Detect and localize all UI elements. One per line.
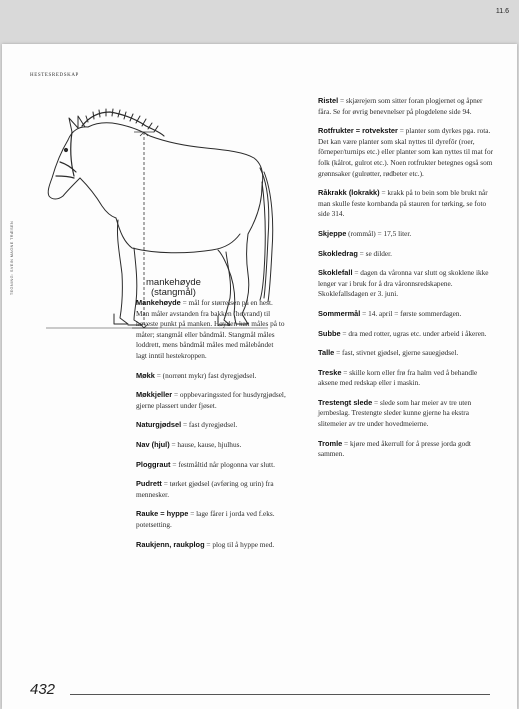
entry-term: Raukjenn, raukplog	[136, 539, 205, 549]
figure-label-height	[146, 278, 201, 298]
glossary-entry	[136, 479, 286, 500]
entry-term: Nav (hjul)	[136, 439, 170, 449]
glossary-entry	[136, 440, 286, 451]
right-column	[318, 96, 494, 469]
entry-term: Råkrakk (lokrakk)	[318, 188, 380, 198]
glossary-entry	[318, 96, 494, 117]
glossary-entry	[136, 390, 286, 411]
entry-text: = tørket gjødsel (avføring og urin) fra mennesker.	[136, 479, 274, 499]
book-page	[2, 44, 517, 709]
glossary-entry	[318, 398, 494, 430]
entry-term: Skoklefall	[318, 268, 353, 278]
entry-text: = hause, kause, hjulhus.	[169, 439, 242, 449]
entry-term: Treske	[318, 367, 342, 377]
entry-term: Subbe	[318, 328, 341, 338]
entry-text: = skille korn eller frø fra halm ved å behandle aksene med redskap eller i maskin.	[318, 367, 478, 388]
entry-text: = (norrønt mykr) fast dyregjødsel.	[154, 370, 257, 380]
left-column	[136, 298, 286, 559]
entry-text: = krakk på to bein som ble brukt når man skulle feste kornbanda på stauren for tørking, se foto side 314.	[318, 188, 488, 219]
glossary-entry	[318, 348, 494, 359]
entry-term: Mankehøyde	[136, 298, 181, 307]
glossary-entry	[318, 368, 494, 389]
glossary-entry	[318, 268, 494, 300]
entry-term: Ploggraut	[136, 459, 171, 469]
entry-term: Rotfrukter = rotvekster	[318, 126, 398, 136]
glossary-entry	[136, 420, 286, 431]
entry-term: Ristel	[318, 96, 339, 105]
glossary-entry	[136, 460, 286, 471]
glossary-entry	[136, 540, 286, 551]
entry-text: = kjøre med åkerrull for å presse jorda godt sammen.	[318, 438, 471, 459]
footer-rule	[70, 694, 490, 695]
entry-text: = mål for størrelsen på en hest. Man måler avstanden fra bakken (hovrand) til høyeste punkt på manken. Høyden kan måles på to måter; stangmål eller båndmål. Stangmål måles loddrett, mens båndmål måles med målebåndet lagt inntil hestekroppen.	[136, 298, 285, 360]
entry-text: = lage fårer i jorda ved f.eks. potetsetting.	[136, 509, 275, 529]
entry-text: = dagen da våronna var slutt og skoklene ikke lenger var i bruk for å dra våronnsredskapene. Skoklefallsdagen er 3. juni.	[318, 268, 489, 299]
entry-text: = oppbevaringssted for husdyrgjødsel, gjerne plassert under fjøset.	[136, 390, 286, 410]
entry-text: = festmåltid når plogonna var slutt.	[170, 459, 275, 469]
entry-text: = fast dyregjødsel.	[181, 420, 238, 430]
entry-term: Møkkjeller	[136, 390, 173, 400]
glossary-entry	[318, 309, 494, 320]
entry-term: Møkk	[136, 370, 155, 380]
glossary-entry	[136, 298, 286, 362]
entry-term: Sommermål	[318, 308, 361, 318]
entry-text: = slede som har meier av tre uten jernbeslag. Trestengte sleder kunne gjerne ha ekstra slitemeier av tre under hovedmeierne.	[318, 397, 472, 429]
glossary-entry	[136, 509, 286, 530]
glossary-entry	[318, 249, 494, 260]
entry-text: = plog til å hyppe med.	[204, 539, 275, 549]
entry-text: = 14. april = første sommerdagen.	[360, 308, 462, 318]
entry-term: Rauke = hyppe	[136, 509, 189, 519]
entry-term: Skokledrag	[318, 248, 358, 258]
figure-label-line-1: mankehøyde	[146, 277, 201, 288]
entry-text: (rommål) = 17,5 liter.	[346, 228, 412, 238]
entry-text: = dra med rotter, ugras etc. under arbeid i åkeren.	[340, 328, 487, 338]
glossary-entry	[318, 229, 494, 240]
glossary-entry	[318, 329, 494, 340]
entry-term: Pudrett	[136, 479, 162, 489]
entry-term: Trestengt slede	[318, 397, 373, 407]
glossary-entry	[318, 188, 494, 220]
entry-text: = se dilder.	[357, 248, 392, 258]
entry-text: = fast, stivnet gjødsel, gjerne sauegjødsel.	[334, 348, 459, 358]
figure-label-line-2: (stangmål)	[151, 287, 196, 298]
entry-term: Skjeppe	[318, 228, 347, 238]
entry-text: = planter som dyrkes pga. rota. Det kan være planter som skal nyttes til dyrefôr (roer, fôrneper/turnips etc.) eller planter som kan nyttes til mat for folk (kålrot, gulrot etc.). Noen rotfrukter betegnes også som grønnsaker (gulrøtter, rødbeter etc.).	[318, 126, 494, 178]
illustration-credit: TEGNING: SVEIN MAGNE TRÆSEN	[10, 220, 14, 296]
glossary-entry	[318, 439, 494, 460]
corner-page-label: 11.6	[495, 8, 509, 15]
page-number: 432	[30, 681, 56, 698]
entry-text: = skjærejern som sitter foran plogjernet og åpner fåra. Se for øvrig benevnelser på plogdelene side 94.	[318, 96, 483, 116]
entry-term: Tromle	[318, 438, 343, 448]
running-head: hestesredskap	[30, 69, 79, 78]
glossary-entry	[136, 371, 286, 382]
glossary-entry	[318, 126, 494, 179]
entry-term: Talle	[318, 348, 335, 358]
entry-term: Naturgjødsel	[136, 420, 182, 430]
